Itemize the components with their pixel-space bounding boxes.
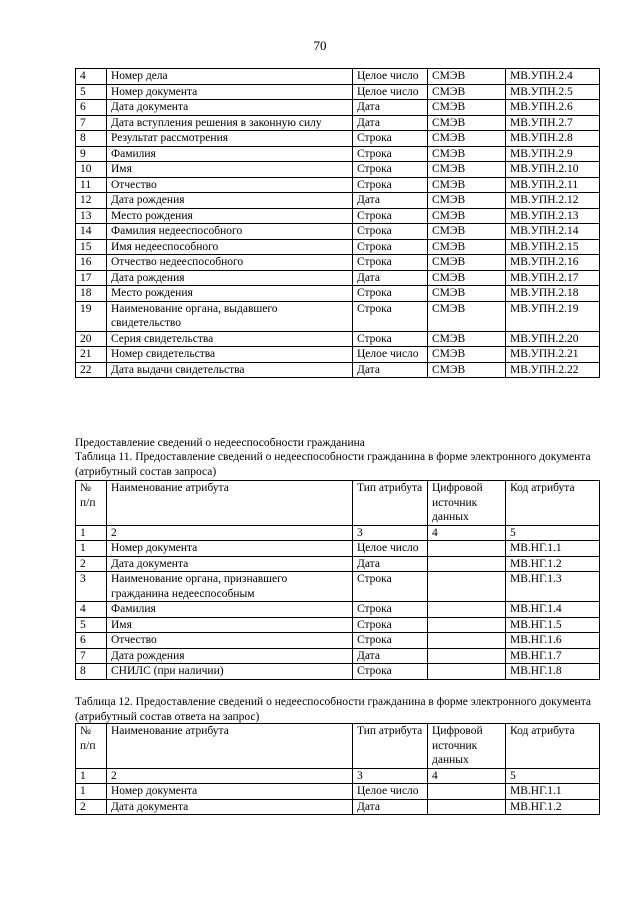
table-row xyxy=(76,648,600,664)
table-cell: Место рождения xyxy=(107,208,353,224)
table-cell: 17 xyxy=(76,270,107,286)
table-cell: Дата xyxy=(353,799,428,815)
table-cell: МВ.УПН.2.8 xyxy=(506,131,600,147)
table-row xyxy=(76,799,600,815)
table-upn-continuation xyxy=(75,68,600,378)
table-cell: Строка xyxy=(353,331,428,347)
table-cell: 5 xyxy=(76,84,107,100)
table-cell: СМЭВ xyxy=(428,224,506,240)
table-cell: 12 xyxy=(76,193,107,209)
table-cell: МВ.УПН.2.7 xyxy=(506,115,600,131)
table-cell: МВ.УПН.2.14 xyxy=(506,224,600,240)
table-cell: Строка xyxy=(353,664,428,680)
table-cell: 2 xyxy=(76,556,107,572)
table-cell: СМЭВ xyxy=(428,162,506,178)
table-cell: 13 xyxy=(76,208,107,224)
table-cell: МВ.НГ.1.2 xyxy=(506,799,600,815)
table-cell: 14 xyxy=(76,224,107,240)
table-cell: Фамилия xyxy=(107,146,353,162)
header-cell: Тип атрибута xyxy=(353,481,428,526)
table-cell xyxy=(428,648,506,664)
header-row xyxy=(76,724,600,769)
table-row xyxy=(76,84,600,100)
table-cell: 19 xyxy=(76,301,107,331)
table-cell xyxy=(428,633,506,649)
table-cell: Дата выдачи свидетельства xyxy=(107,362,353,378)
table-cell: 3 xyxy=(353,525,428,541)
table-row xyxy=(76,768,600,784)
table-cell: Строка xyxy=(353,255,428,271)
table-cell: Место рождения xyxy=(107,286,353,302)
table-cell: Наименование органа, признавшего гражданина недееспособным xyxy=(107,572,353,602)
table-row xyxy=(76,602,600,618)
table-row xyxy=(76,633,600,649)
table-cell: Строка xyxy=(353,301,428,331)
table-row xyxy=(76,347,600,363)
table-cell: 1 xyxy=(76,768,107,784)
table-cell: Дата рождения xyxy=(107,270,353,286)
table-cell: Дата xyxy=(353,100,428,116)
table-cell: МВ.УПН.2.10 xyxy=(506,162,600,178)
table-row xyxy=(76,301,600,331)
table-cell: Строка xyxy=(353,239,428,255)
table-cell: МВ.УПН.2.21 xyxy=(506,347,600,363)
table-cell: Строка xyxy=(353,131,428,147)
table-cell: Целое число xyxy=(353,541,428,557)
table-cell: СМЭВ xyxy=(428,100,506,116)
table-cell: МВ.НГ.1.1 xyxy=(506,541,600,557)
table-row xyxy=(76,162,600,178)
table-cell: 2 xyxy=(76,799,107,815)
table-row xyxy=(76,556,600,572)
table-row xyxy=(76,331,600,347)
table-cell xyxy=(428,784,506,800)
header-cell: Код атрибута xyxy=(506,724,600,769)
table-cell: Номер дела xyxy=(107,69,353,85)
table-row xyxy=(76,525,600,541)
table-cell: 7 xyxy=(76,648,107,664)
table-cell: 2 xyxy=(107,525,353,541)
table-cell: Дата xyxy=(353,193,428,209)
table-cell: СМЭВ xyxy=(428,177,506,193)
table-cell: Строка xyxy=(353,208,428,224)
table-cell xyxy=(428,556,506,572)
table-cell: Отчество xyxy=(107,177,353,193)
table-cell: Дата xyxy=(353,115,428,131)
page-number: 70 xyxy=(313,38,327,53)
table-cell: СМЭВ xyxy=(428,331,506,347)
header-cell: Цифровой источник данных xyxy=(428,481,506,526)
table-cell xyxy=(428,572,506,602)
table-cell: СМЭВ xyxy=(428,286,506,302)
table-cell: МВ.УПН.2.5 xyxy=(506,84,600,100)
table-cell xyxy=(428,664,506,680)
table-row xyxy=(76,286,600,302)
table-cell: 8 xyxy=(76,131,107,147)
table-cell: Дата вступления решения в законную силу xyxy=(107,115,353,131)
table-cell: 1 xyxy=(76,784,107,800)
table-row xyxy=(76,224,600,240)
table-cell: СМЭВ xyxy=(428,362,506,378)
header-cell: Тип атрибута xyxy=(353,724,428,769)
table-row xyxy=(76,115,600,131)
table-cell: СМЭВ xyxy=(428,84,506,100)
table-cell: 3 xyxy=(353,768,428,784)
header-cell: Цифровой источник данных xyxy=(428,724,506,769)
table-cell: Дата xyxy=(353,648,428,664)
table-cell xyxy=(428,602,506,618)
header-cell: № п/п xyxy=(76,724,107,769)
table-row xyxy=(76,208,600,224)
table-cell: Фамилия xyxy=(107,602,353,618)
table-cell: СМЭВ xyxy=(428,301,506,331)
table-row xyxy=(76,362,600,378)
table-cell: Отчество xyxy=(107,633,353,649)
table-cell: 9 xyxy=(76,146,107,162)
table-cell: СМЭВ xyxy=(428,255,506,271)
table12 xyxy=(75,723,600,815)
table-cell: 6 xyxy=(76,100,107,116)
table-cell: МВ.УПН.2.12 xyxy=(506,193,600,209)
table-cell: 21 xyxy=(76,347,107,363)
table-row xyxy=(76,255,600,271)
table-body xyxy=(76,724,600,815)
table-cell: СМЭВ xyxy=(428,347,506,363)
table-cell: 18 xyxy=(76,286,107,302)
table-cell: 5 xyxy=(76,617,107,633)
table-cell: МВ.НГ.1.6 xyxy=(506,633,600,649)
table-cell: Дата документа xyxy=(107,556,353,572)
table-cell: Строка xyxy=(353,617,428,633)
table-cell: Строка xyxy=(353,633,428,649)
table-row xyxy=(76,617,600,633)
table-cell: Дата рождения xyxy=(107,193,353,209)
table-cell: Строка xyxy=(353,162,428,178)
table-cell: Строка xyxy=(353,146,428,162)
table-cell: СМЭВ xyxy=(428,115,506,131)
table-cell: 2 xyxy=(107,768,353,784)
table-cell: МВ.УПН.2.22 xyxy=(506,362,600,378)
table-cell: МВ.УПН.2.18 xyxy=(506,286,600,302)
table-cell: Целое число xyxy=(353,69,428,85)
table-row xyxy=(76,239,600,255)
table-cell: МВ.УПН.2.4 xyxy=(506,69,600,85)
table-cell: Серия свидетельства xyxy=(107,331,353,347)
table-cell: 4 xyxy=(428,768,506,784)
table-cell: Номер свидетельства xyxy=(107,347,353,363)
table-cell: МВ.УПН.2.11 xyxy=(506,177,600,193)
table-cell: МВ.НГ.1.7 xyxy=(506,648,600,664)
table-cell: МВ.НГ.1.3 xyxy=(506,572,600,602)
table-cell: Номер документа xyxy=(107,784,353,800)
table-cell: 4 xyxy=(428,525,506,541)
table-cell: Номер документа xyxy=(107,541,353,557)
table-cell: 22 xyxy=(76,362,107,378)
table-row xyxy=(76,572,600,602)
table-cell: СНИЛС (при наличии) xyxy=(107,664,353,680)
table-cell: Целое число xyxy=(353,784,428,800)
table-cell: 7 xyxy=(76,115,107,131)
table-cell: СМЭВ xyxy=(428,146,506,162)
header-cell: Наименование атрибута xyxy=(107,481,353,526)
section-heading: Предоставление сведений о недееспособности гражданина xyxy=(75,437,365,449)
table-cell: Дата документа xyxy=(107,100,353,116)
table-row xyxy=(76,193,600,209)
table-cell: 1 xyxy=(76,525,107,541)
table-cell: МВ.УПН.2.9 xyxy=(506,146,600,162)
table-row xyxy=(76,664,600,680)
table-cell: Результат рассмотрения xyxy=(107,131,353,147)
table-cell: Строка xyxy=(353,177,428,193)
table-cell: СМЭВ xyxy=(428,270,506,286)
table-cell: Целое число xyxy=(353,84,428,100)
table-cell xyxy=(428,541,506,557)
table12-caption: Таблица 12. Предоставление сведений о недееспособности гражданина в форме электронного документа (атрибутный состав ответа на запрос) xyxy=(75,696,591,723)
table-cell: 5 xyxy=(506,525,600,541)
table-row xyxy=(76,131,600,147)
table-cell: МВ.УПН.2.13 xyxy=(506,208,600,224)
table-cell xyxy=(428,799,506,815)
table-body xyxy=(76,69,600,378)
table-cell: МВ.УПН.2.15 xyxy=(506,239,600,255)
table-row xyxy=(76,100,600,116)
table-cell: 20 xyxy=(76,331,107,347)
table-cell xyxy=(428,617,506,633)
table-cell: МВ.УПН.2.6 xyxy=(506,100,600,116)
table-cell: 6 xyxy=(76,633,107,649)
table11 xyxy=(75,480,600,680)
table-cell: МВ.НГ.1.8 xyxy=(506,664,600,680)
header-cell: № п/п xyxy=(76,481,107,526)
table-row xyxy=(76,69,600,85)
table-cell: 8 xyxy=(76,664,107,680)
table-cell: МВ.УПН.2.20 xyxy=(506,331,600,347)
header-cell: Наименование атрибута xyxy=(107,724,353,769)
table-cell: Имя xyxy=(107,162,353,178)
table-cell: МВ.УПН.2.17 xyxy=(506,270,600,286)
table-cell: СМЭВ xyxy=(428,208,506,224)
table11-caption: Таблица 11. Предоставление сведений о недееспособности гражданина в форме электронного документа (атрибутный состав запроса) xyxy=(75,451,591,478)
table-cell: СМЭВ xyxy=(428,193,506,209)
table-cell: Наименование органа, выдавшего свидетельство xyxy=(107,301,353,331)
table-cell: Фамилия недееспособного xyxy=(107,224,353,240)
table-cell: 16 xyxy=(76,255,107,271)
table-cell: МВ.УПН.2.16 xyxy=(506,255,600,271)
header-cell: Код атрибута xyxy=(506,481,600,526)
table-row xyxy=(76,270,600,286)
table-cell: 4 xyxy=(76,602,107,618)
table-cell: Дата xyxy=(353,362,428,378)
table-cell: Дата документа xyxy=(107,799,353,815)
table-cell: 5 xyxy=(506,768,600,784)
header-row xyxy=(76,481,600,526)
table-cell: Строка xyxy=(353,286,428,302)
table-cell: 4 xyxy=(76,69,107,85)
table-cell: МВ.НГ.1.1 xyxy=(506,784,600,800)
table-cell: СМЭВ xyxy=(428,69,506,85)
table-row xyxy=(76,146,600,162)
table-cell: Строка xyxy=(353,224,428,240)
table-cell: 1 xyxy=(76,541,107,557)
table-cell: МВ.НГ.1.5 xyxy=(506,617,600,633)
table-cell: Номер документа xyxy=(107,84,353,100)
table-cell: Дата xyxy=(353,270,428,286)
table-cell: Имя xyxy=(107,617,353,633)
table-cell: Строка xyxy=(353,602,428,618)
table-row xyxy=(76,784,600,800)
table-cell: Дата рождения xyxy=(107,648,353,664)
table-cell: 15 xyxy=(76,239,107,255)
table-cell: СМЭВ xyxy=(428,239,506,255)
table-row xyxy=(76,177,600,193)
table-cell: СМЭВ xyxy=(428,131,506,147)
table-body xyxy=(76,481,600,680)
table-cell: Строка xyxy=(353,572,428,602)
table-row xyxy=(76,541,600,557)
table-cell: Отчество недееспособного xyxy=(107,255,353,271)
table-cell: МВ.НГ.1.4 xyxy=(506,602,600,618)
table-cell: 3 xyxy=(76,572,107,602)
table-cell: МВ.УПН.2.19 xyxy=(506,301,600,331)
table-cell: 11 xyxy=(76,177,107,193)
table-cell: Имя недееспособного xyxy=(107,239,353,255)
table-cell: МВ.НГ.1.2 xyxy=(506,556,600,572)
table-cell: Целое число xyxy=(353,347,428,363)
table-cell: Дата xyxy=(353,556,428,572)
table-cell: 10 xyxy=(76,162,107,178)
